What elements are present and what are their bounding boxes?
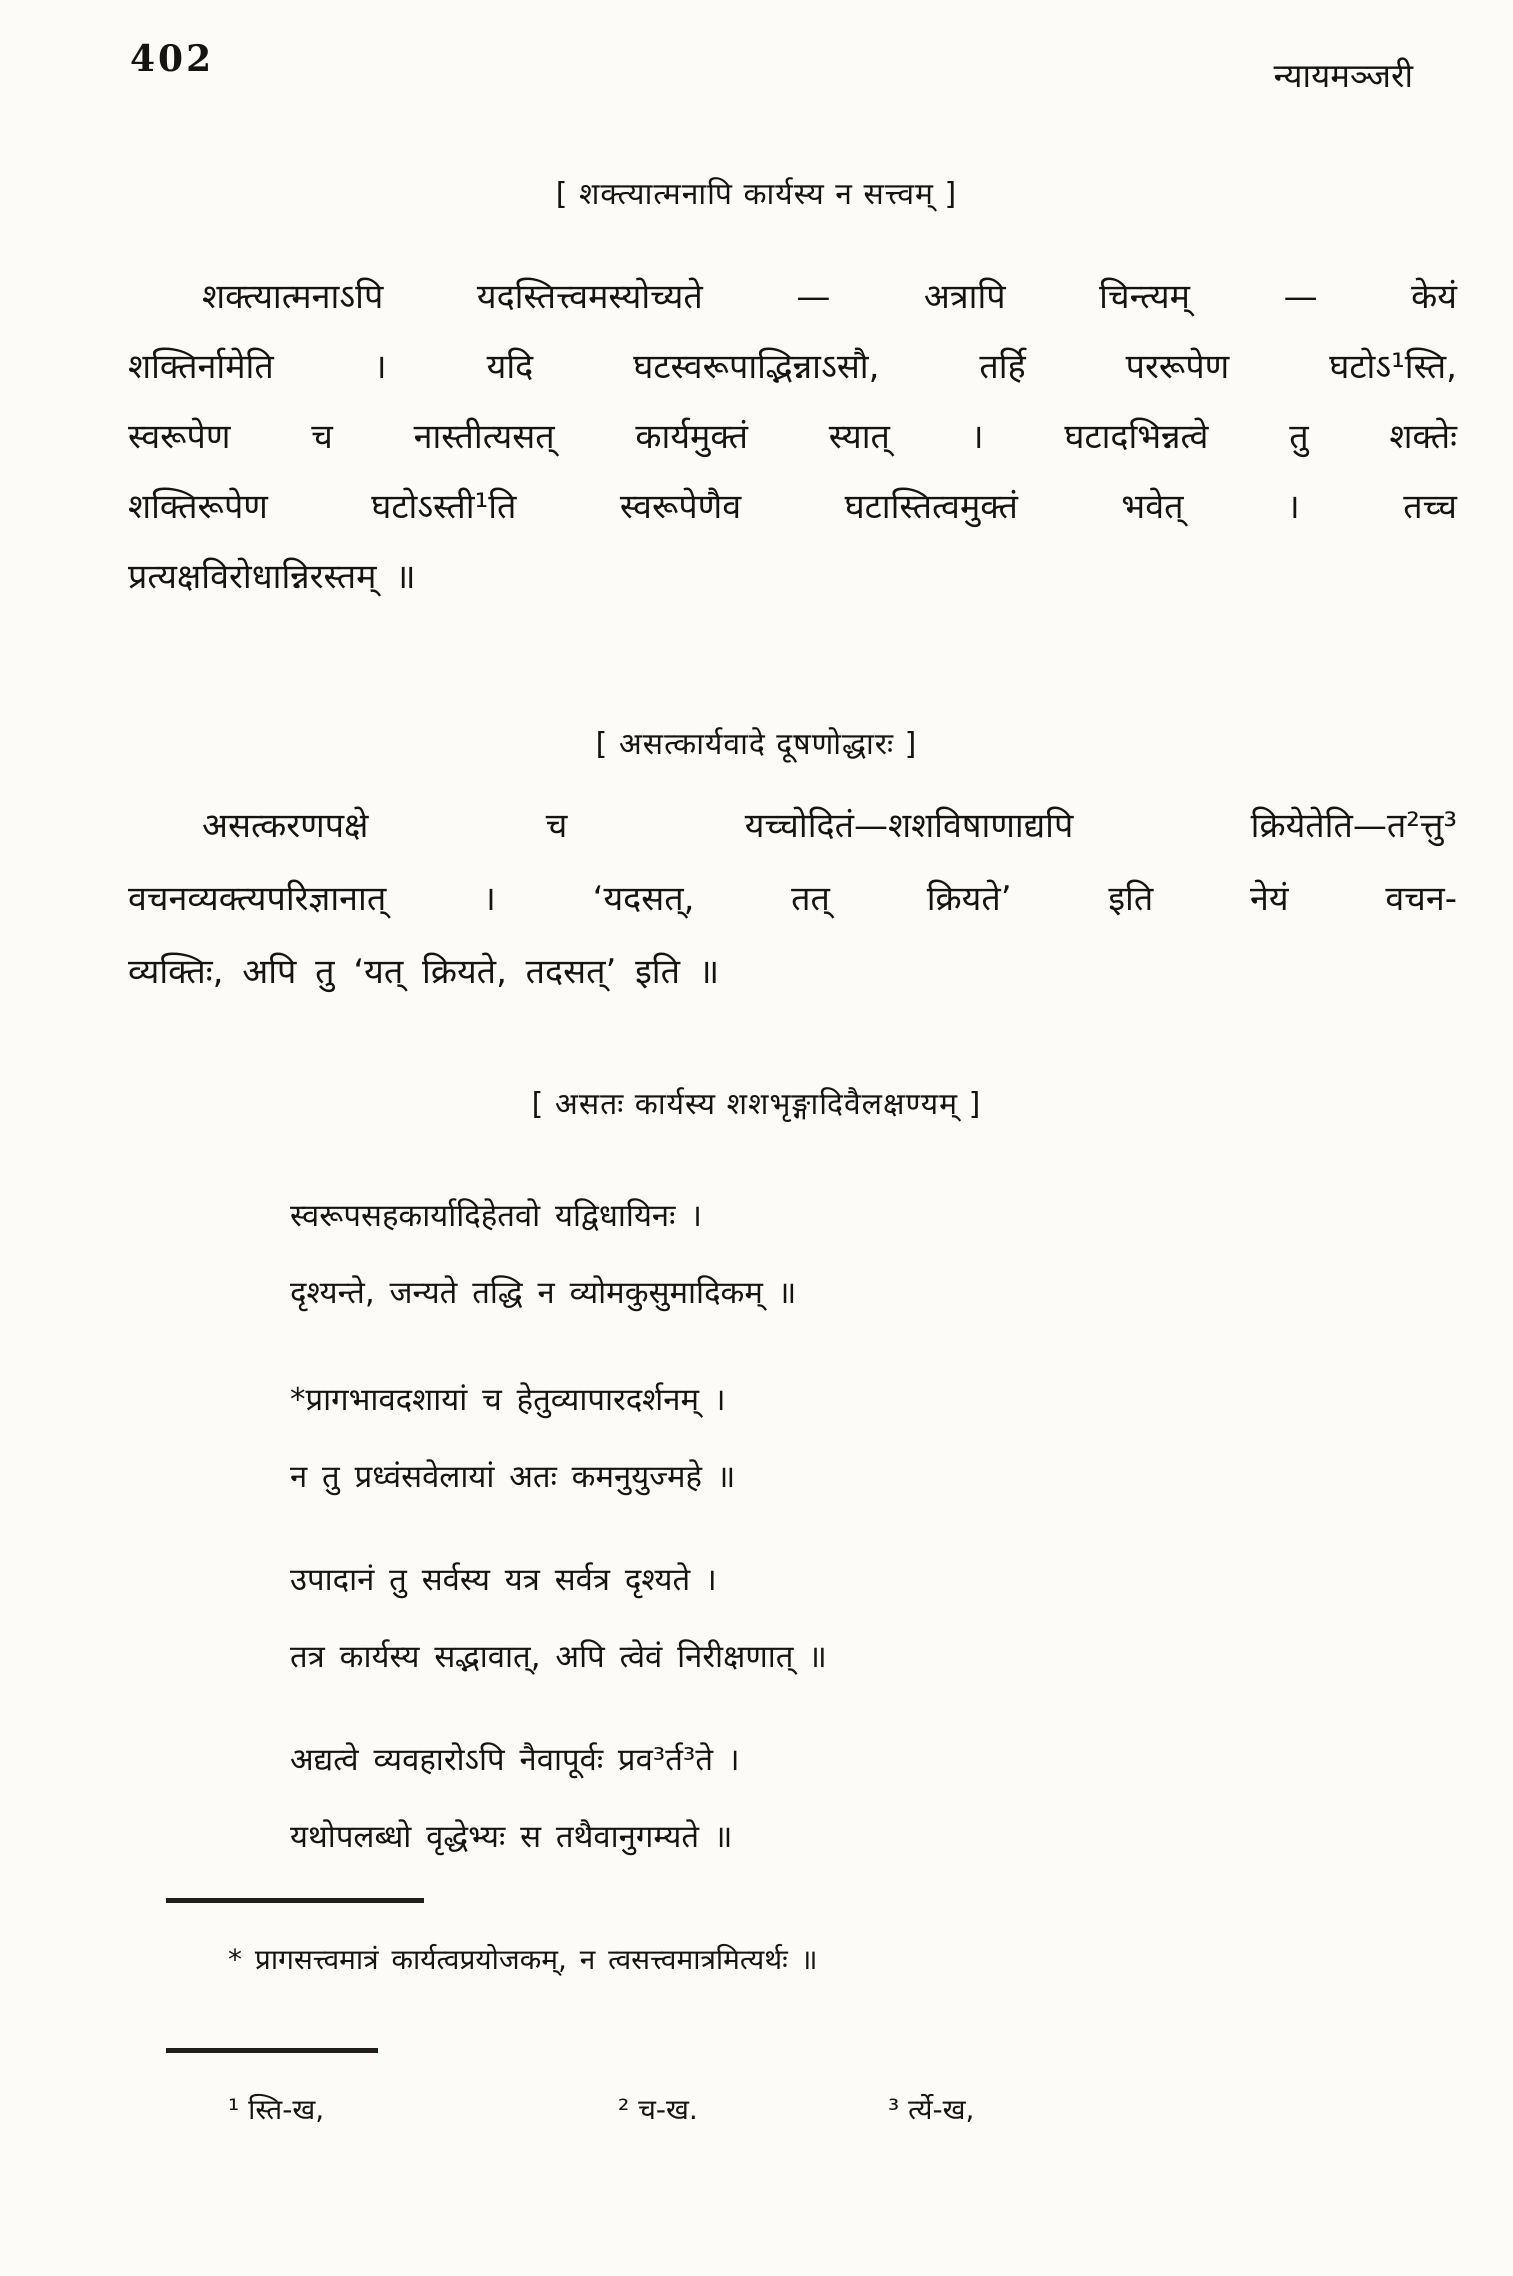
paragraph-2 <box>128 790 1457 1009</box>
paragraph-1-line-4: शक्तिरूपेण घटोऽस्ती¹ति स्वरूपेणैव घटास्तित्वमुक्तं भवेत् । तच्च <box>128 487 1457 527</box>
variant-reading-1: ¹ स्ति-ख, <box>228 2093 325 2126</box>
paragraph-1-line-1: शक्त्यात्मनाऽपि यदस्तित्त्वमस्योच्यते — अत्रापि चिन्त्यम् — केयं <box>202 277 1457 317</box>
verse-couplet-3 <box>290 1542 827 1696</box>
verse-couplet-1 <box>290 1178 796 1332</box>
verse-3-line-2: तत्र कार्यस्य सद्भावात्, अपि त्वेवं निरीक्षणात् ॥ <box>290 1639 827 1675</box>
paragraph-2-line-3: व्यक्तिः, अपि तु ‘यत् क्रियते, तदसत्’ इति ॥ <box>128 952 720 992</box>
paragraph-1-line-5: प्रत्यक्षविरोधान्निरस्तम् ॥ <box>128 557 416 597</box>
footnote-asterisk: * प्रागसत्त्वमात्रं कार्यत्वप्रयोजकम्, न त्वसत्त्वमात्रमित्यर्थः ॥ <box>228 1943 818 1976</box>
section-heading-1: [ शक्त्यात्मनापि कार्यस्य न सत्त्वम् ] <box>555 177 958 212</box>
verse-couplet-4 <box>290 1722 740 1876</box>
section-heading-2: [ असत्कार्यवादे दूषणोद्धारः ] <box>595 727 918 762</box>
paragraph-1-line-2: शक्तिर्नामेति । यदि घटस्वरूपाद्भिन्नाऽसौ, तर्हि पररूपेण घटोऽ¹स्ति, <box>128 347 1457 387</box>
paragraph-2-line-2: वचनव्यक्त्यपरिज्ञानात् । ‘यदसत्, तत् क्रियते’ इति नेयं वचन- <box>128 879 1457 919</box>
verse-1-line-2: दृश्यन्ते, जन्यते तद्धि न व्योमकुसुमादिकम् ॥ <box>290 1275 797 1311</box>
running-header-title: न्यायमञ्जरी <box>1273 56 1413 95</box>
verse-4-line-1: अद्यत्वे व्यवहारोऽपि नैवापूर्वः प्रव³र्त³ते । <box>290 1742 740 1778</box>
paragraph-1-line-3: स्वरूपेण च नास्तीत्यसत् कार्यमुक्तं स्यात् । घटादभिन्नत्वे तु शक्तेः <box>128 417 1457 457</box>
paragraph-2-line-1: असत्करणपक्षे च यच्चोदितं—शशविषाणाद्यपि क्रियेतेति—त²त्तु³ <box>202 806 1457 846</box>
page-number: 402 <box>130 38 215 80</box>
paragraph-1 <box>128 262 1457 612</box>
variant-readings-row <box>0 2090 1513 2140</box>
verse-4-line-2: यथोपलब्धो वृद्धेभ्यः स तथैवानुगम्यते ॥ <box>290 1819 733 1855</box>
variant-separator-rule <box>166 2048 378 2053</box>
section-heading-3: [ असतः कार्यस्य शशभृङ्गादिवैलक्षण्यम् ] <box>531 1087 982 1122</box>
verse-couplet-2 <box>290 1362 735 1516</box>
verse-1-line-1: स्वरूपसहकार्यादिहेतवो यद्विधायिनः । <box>290 1198 702 1234</box>
variant-reading-3: ³ र्त्ये-ख, <box>888 2093 975 2126</box>
variant-reading-2: ² च-ख. <box>618 2093 698 2126</box>
verse-2-line-2: न तु प्रध्वंसवेलायां अतः कमनुयुज्महे ॥ <box>290 1459 736 1495</box>
verse-2-line-1: *प्रागभावदशायां च हेतुव्यापारदर्शनम् । <box>290 1382 726 1418</box>
verse-3-line-1: उपादानं तु सर्वस्य यत्र सर्वत्र दृश्यते । <box>290 1562 717 1598</box>
footnote-separator-rule <box>166 1898 424 1903</box>
